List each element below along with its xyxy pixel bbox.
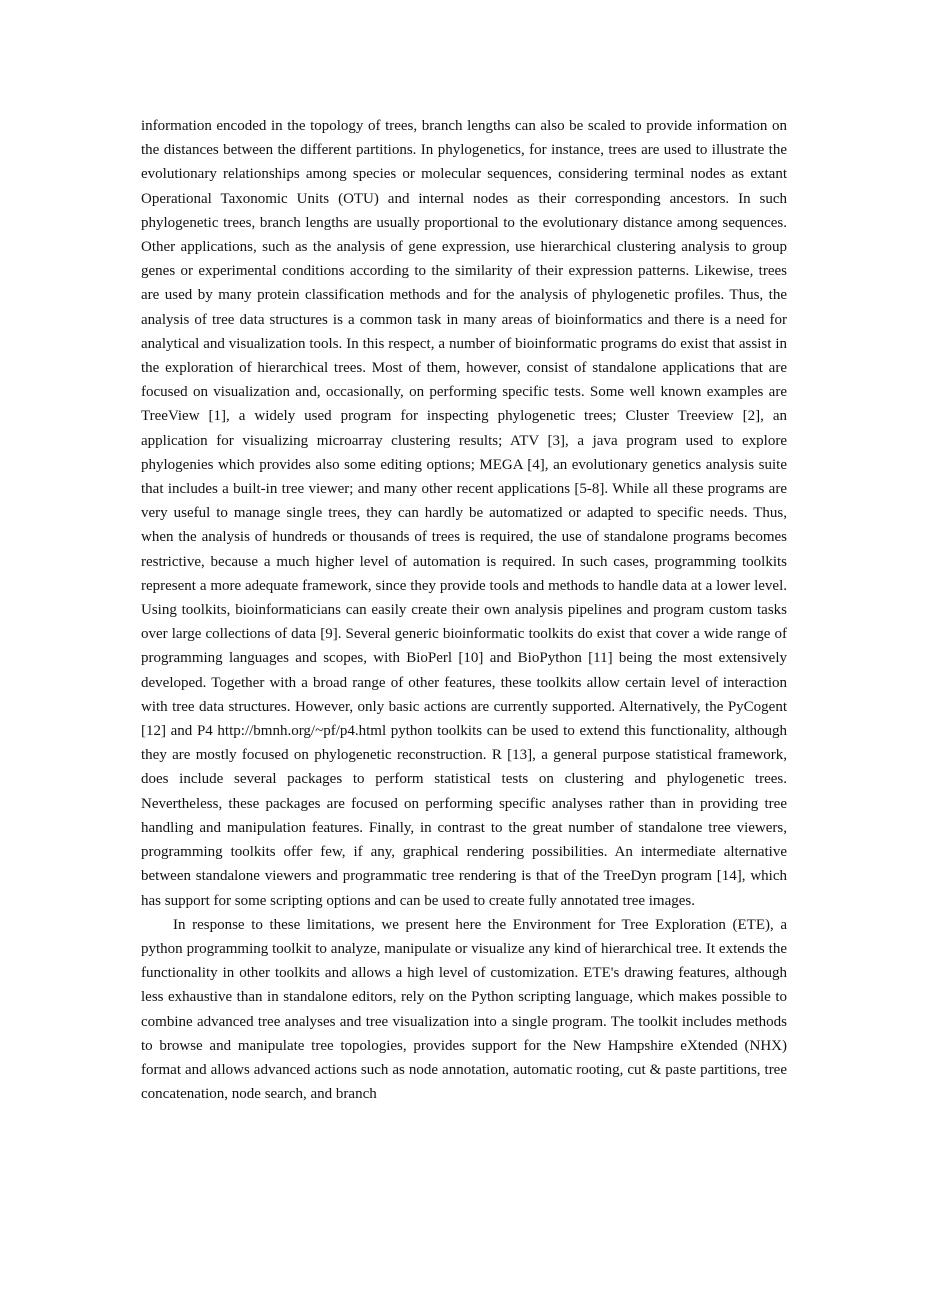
- document-page: [141, 114, 787, 1106]
- body-paragraph-1: information encoded in the topology of trees, branch lengths can also be scaled to provide information on the distances between the different partitions. In phylogenetics, for instance, trees are used to illustrate the evolutionary relationships among species or molecular sequences, considering terminal nodes as extant Operational Taxonomic Units (OTU) and internal nodes as their corresponding ancestors. In such phylogenetic trees, branch lengths are usually proportional to the evolutionary distance among sequences. Other applications, such as the analysis of gene expression, use hierarchical clustering analysis to group genes or experimental conditions according to the similarity of their expression patterns. Likewise, trees are used by many protein classification methods and for the analysis of phylogenetic profiles. Thus, the analysis of tree data structures is a common task in many areas of bioinformatics and there is a need for analytical and visualization tools. In this respect, a number of bioinformatic programs do exist that assist in the exploration of hierarchical trees. Most of them, however, consist of standalone applications that are focused on visualization and, occasionally, on performing specific tests. Some well known examples are TreeView [1], a widely used program for inspecting phylogenetic trees; Cluster Treeview [2], an application for visualizing microarray clustering results; ATV [3], a java program used to explore phylogenies which provides also some editing options; MEGA [4], an evolutionary genetics analysis suite that includes a built-in tree viewer; and many other recent applications [5-8]. While all these programs are very useful to manage single trees, they can hardly be automatized or adapted to specific needs. Thus, when the analysis of hundreds or thousands of trees is required, the use of standalone programs becomes restrictive, because a much higher level of automation is required. In such cases, programming toolkits represent a more adequate framework, since they provide tools and methods to handle data at a lower level. Using toolkits, bioinformaticians can easily create their own analysis pipelines and program custom tasks over large collections of data [9]. Several generic bioinformatic toolkits do exist that cover a wide range of programming languages and scopes, with BioPerl [10] and BioPython [11] being the most extensively developed. Together with a broad range of other features, these toolkits allow certain level of interaction with tree data structures. However, only basic actions are currently supported. Alternatively, the PyCogent [12] and P4 http://bmnh.org/~pf/p4.html python toolkits can be used to extend this functionality, although they are mostly focused on phylogenetic reconstruction. R [13], a general purpose statistical framework, does include several packages to perform statistical tests on clustering and phylogenetic trees. Nevertheless, these packages are focused on performing specific analyses rather than in providing tree handling and manipulation features. Finally, in contrast to the great number of standalone tree viewers, programming toolkits offer few, if any, graphical rendering possibilities. An intermediate alternative between standalone viewers and programmatic tree rendering is that of the TreeDyn program [14], which has support for some scripting options and can be used to create fully annotated tree images.: [141, 118, 787, 909]
- body-paragraph-2: In response to these limitations, we present here the Environment for Tree Exploration (ETE), a python programming toolkit to analyze, manipulate or visualize any kind of hierarchical tree. It extends the functionality in other toolkits and allows a high level of customization. ETE's drawing features, although less exhaustive than in standalone editors, rely on the Python scripting language, which makes possible to combine advanced tree analyses and tree visualization into a single program. The toolkit includes methods to browse and manipulate tree topologies, provides support for the New Hampshire eXtended (NHX) format and allows advanced actions such as node annotation, automatic rooting, cut & paste partitions, tree concatenation, node search, and branch: [141, 916, 787, 1103]
